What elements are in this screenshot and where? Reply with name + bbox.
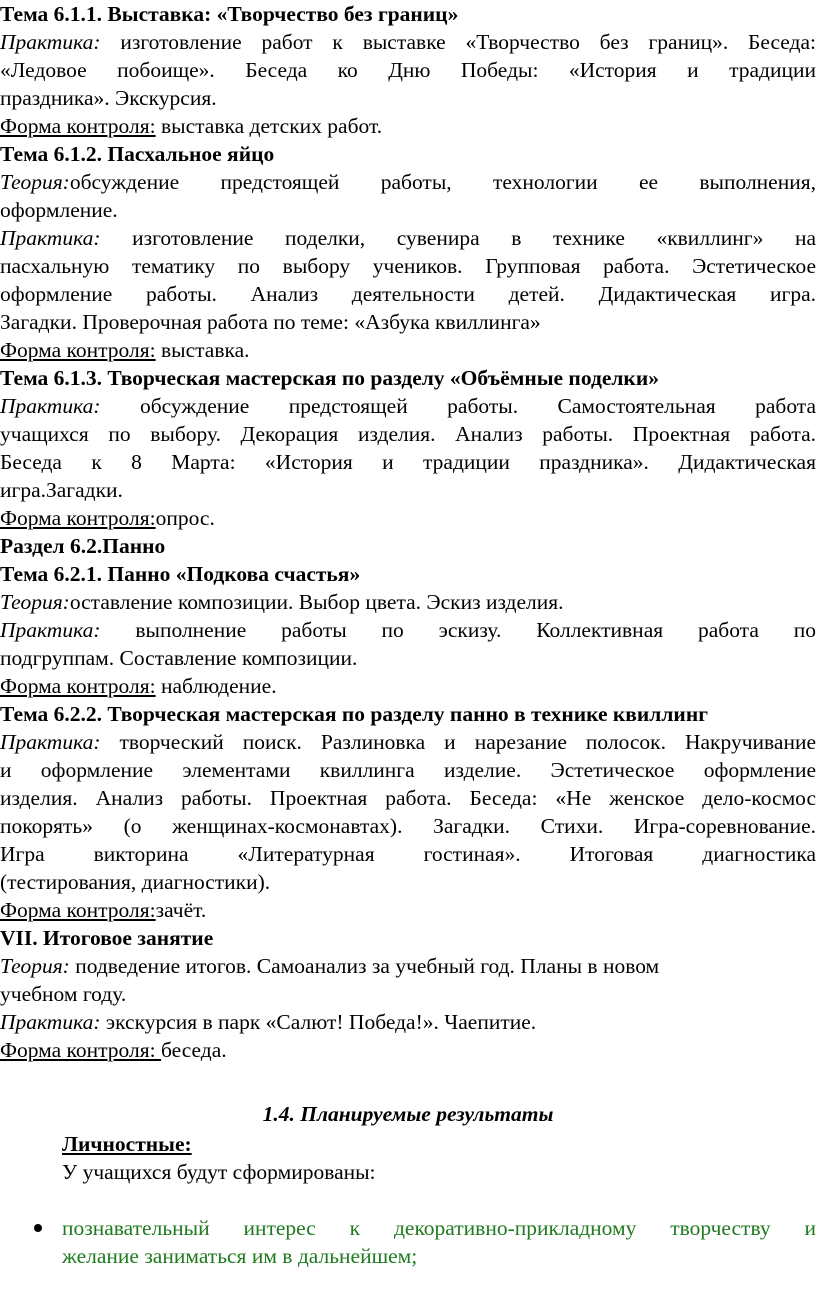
practice-line bbox=[0, 224, 816, 252]
topic-title: VII. Итоговое занятие bbox=[0, 926, 214, 950]
section-title: Раздел 6.2.Панно bbox=[0, 534, 166, 558]
practice-label: Практика: bbox=[0, 30, 101, 54]
control-text: выставка детских работ. bbox=[155, 114, 383, 138]
theory-label: Теория: bbox=[0, 170, 70, 194]
theory-label: Теория: bbox=[0, 590, 70, 614]
control-line bbox=[0, 112, 816, 140]
control-text: беседа. bbox=[161, 1038, 227, 1062]
practice-line: Загадки. Проверочная работа по теме: «Азбука квиллинга» bbox=[0, 310, 541, 334]
theory-line bbox=[0, 952, 816, 980]
control-text: опрос. bbox=[155, 506, 215, 530]
practice-label: Практика: bbox=[0, 394, 101, 418]
control-text: наблюдение. bbox=[155, 674, 277, 698]
topic-title: Тема 6.2.1. Панно «Подкова счастья» bbox=[0, 562, 361, 586]
bullet-dot-icon bbox=[34, 1224, 42, 1232]
control-text: выставка. bbox=[155, 338, 250, 362]
practice-text: обсуждение предстоящей работы. Самостоятельная работа bbox=[100, 394, 816, 418]
personal-intro: У учащихся будут сформированы: bbox=[62, 1160, 376, 1184]
practice-text: изготовление поделки, сувенира в технике «квиллинг» на bbox=[100, 226, 816, 250]
control-text: зачёт. bbox=[155, 898, 207, 922]
practice-line bbox=[0, 616, 816, 644]
theory-line: учебном году. bbox=[0, 982, 127, 1006]
practice-line: и оформление элементами квиллинга изделие. Эстетическое оформление bbox=[0, 758, 816, 782]
theory-line bbox=[0, 168, 816, 196]
bullet-line: познавательный интерес к декоративно-прикладному творчеству и bbox=[62, 1216, 816, 1240]
topic-title: Тема 6.1.1. Выставка: «Творчество без границ» bbox=[0, 2, 459, 26]
theory-line: оформление. bbox=[0, 198, 118, 222]
results-heading: 1.4. Планируемые результаты bbox=[262, 1102, 554, 1126]
practice-label: Практика: bbox=[0, 226, 101, 250]
practice-line: Игра викторина «Литературная гостиная». Итоговая диагностика bbox=[0, 842, 816, 866]
practice-label: Практика: bbox=[0, 618, 101, 642]
practice-line: праздника». Экскурсия. bbox=[0, 86, 217, 110]
topic-title: Тема 6.1.2. Пасхальное яйцо bbox=[0, 142, 275, 166]
practice-line: учащихся по выбору. Декорация изделия. Анализ работы. Проектная работа. bbox=[0, 422, 816, 446]
practice-line bbox=[0, 728, 816, 756]
practice-line: игра.Загадки. bbox=[0, 478, 123, 502]
bullet-item bbox=[0, 1214, 816, 1270]
control-label: Форма контроля: bbox=[0, 338, 156, 362]
practice-line bbox=[0, 28, 816, 56]
practice-text: изготовление работ к выставке «Творчество без границ». Беседа: bbox=[100, 30, 816, 54]
practice-line: «Ледовое побоище». Беседа ко Дню Победы: «История и традиции bbox=[0, 58, 816, 82]
control-line bbox=[0, 1036, 816, 1064]
control-label: Форма контроля: bbox=[0, 114, 156, 138]
theory-label: Теория: bbox=[0, 954, 70, 978]
practice-line: Беседа к 8 Марта: «История и традиции праздника». Дидактическая bbox=[0, 450, 816, 474]
theory-line bbox=[0, 588, 816, 616]
control-line bbox=[0, 896, 816, 924]
control-label: Форма контроля: bbox=[0, 898, 156, 922]
practice-line: изделия. Анализ работы. Проектная работа. Беседа: «Не женское дело-космос bbox=[0, 786, 816, 810]
practice-label: Практика: bbox=[0, 730, 101, 754]
topic-title: Тема 6.2.2. Творческая мастерская по разделу панно в технике квиллинг bbox=[0, 702, 708, 726]
control-label: Форма контроля: bbox=[0, 506, 156, 530]
practice-line: покорять» (о женщинах-космонавтах). Загадки. Стихи. Игра-соревнование. bbox=[0, 814, 816, 838]
practice-text: экскурсия в парк «Салют! Победа!». Чаепитие. bbox=[100, 1010, 537, 1034]
personal-label: Личностные: bbox=[62, 1132, 192, 1156]
practice-line: оформление работы. Анализ деятельности детей. Дидактическая игра. bbox=[0, 282, 816, 306]
practice-line bbox=[0, 1008, 816, 1036]
theory-text: подведение итогов. Самоанализ за учебный год. Планы в новом bbox=[69, 954, 660, 978]
control-line bbox=[0, 504, 816, 532]
control-label: Форма контроля: bbox=[0, 674, 156, 698]
practice-label: Практика: bbox=[0, 1010, 101, 1034]
practice-text: выполнение работы по эскизу. Коллективная работа по bbox=[100, 618, 816, 642]
practice-text: творческий поиск. Разлиновка и нарезание полосок. Накручивание bbox=[100, 730, 816, 754]
theory-text: оставление композиции. Выбор цвета. Эскиз изделия. bbox=[69, 590, 564, 614]
theory-text: обсуждение предстоящей работы, технологии ее выполнения, bbox=[69, 170, 816, 194]
bullet-line: желание заниматься им в дальнейшем; bbox=[62, 1244, 418, 1268]
practice-line bbox=[0, 392, 816, 420]
control-line bbox=[0, 336, 816, 364]
practice-line: (тестирования, диагностики). bbox=[0, 870, 271, 894]
practice-line: пасхальную тематику по выбору учеников. Групповая работа. Эстетическое bbox=[0, 254, 816, 278]
control-line bbox=[0, 672, 816, 700]
topic-title: Тема 6.1.3. Творческая мастерская по разделу «Объёмные поделки» bbox=[0, 366, 659, 390]
practice-line: подгруппам. Составление композиции. bbox=[0, 646, 358, 670]
control-label: Форма контроля: bbox=[0, 1038, 161, 1062]
